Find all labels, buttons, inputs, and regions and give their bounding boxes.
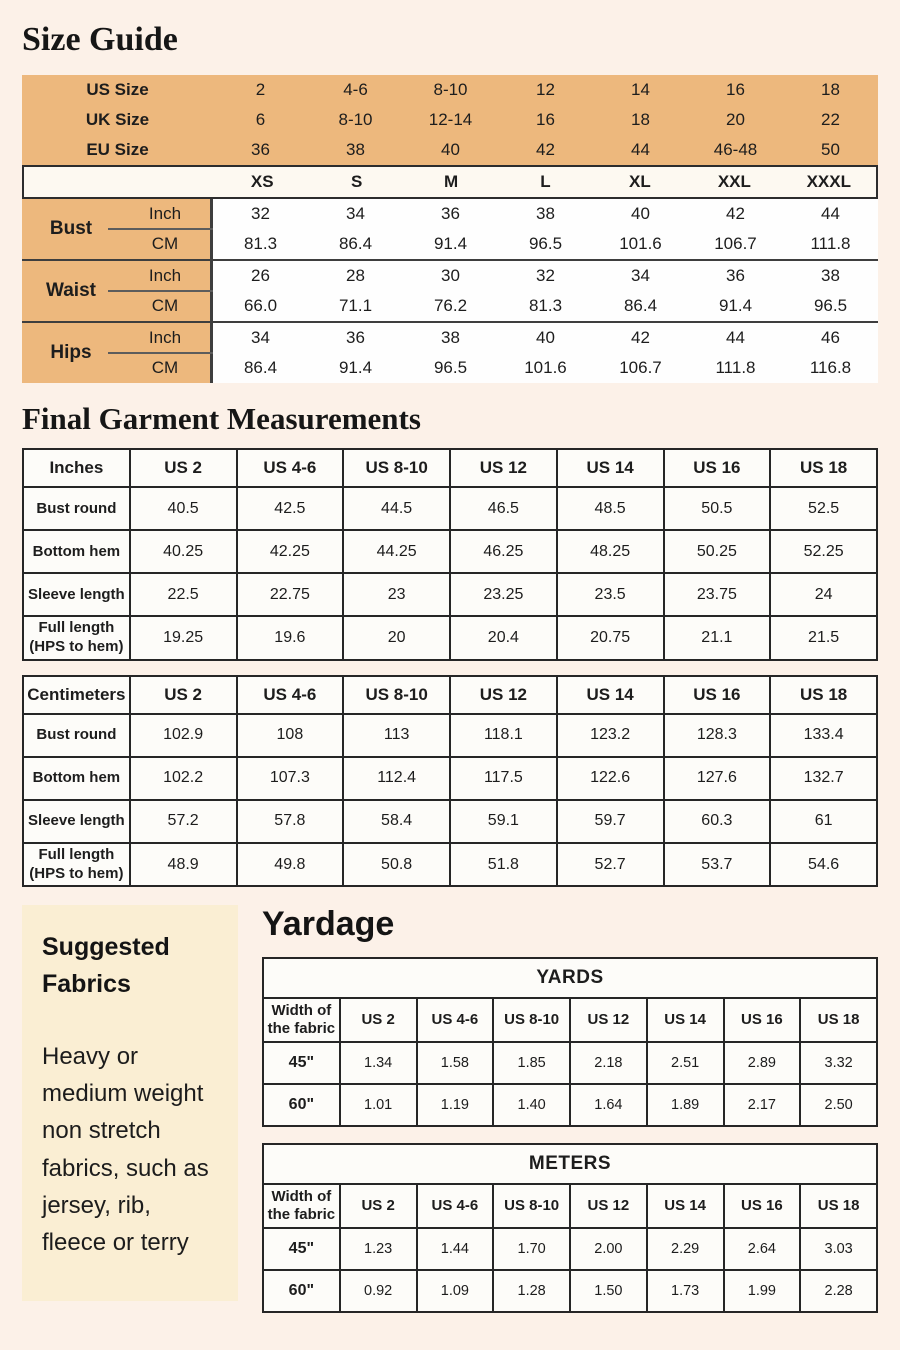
- yardage-size-header: US 12: [570, 998, 647, 1042]
- cm-value: 116.8: [783, 353, 878, 383]
- size-letter: XS: [250, 171, 274, 191]
- garment-value: 102.2: [130, 757, 237, 800]
- garment-table-head: [23, 449, 877, 487]
- inch-value: 36: [308, 323, 403, 353]
- inch-value: 34: [213, 323, 308, 353]
- garment-value: 51.8: [450, 843, 557, 887]
- fabric-width-corner: Width of the fabric: [263, 1184, 340, 1228]
- yardage-size-header: US 8-10: [493, 998, 570, 1042]
- yardage-value: 1.01: [340, 1084, 417, 1126]
- size-chart: [22, 75, 878, 383]
- size-system-label: US Size: [86, 79, 149, 99]
- yardage-value: 1.85: [493, 1042, 570, 1084]
- yardage-title: Yardage: [262, 905, 395, 944]
- yardage-value: 1.19: [417, 1084, 494, 1126]
- yardage-value: 2.17: [724, 1084, 801, 1126]
- inch-value: 30: [403, 261, 498, 291]
- garment-size-header: US 18: [770, 676, 877, 714]
- garment-value: 42.5: [237, 487, 344, 530]
- inch-value: 28: [308, 261, 403, 291]
- size-system-value: 14: [631, 79, 650, 99]
- yardage-table-body: [263, 1228, 877, 1312]
- yardage-value: 1.50: [570, 1270, 647, 1312]
- cm-value: 96.5: [403, 353, 498, 383]
- garment-row: [23, 530, 877, 573]
- garment-size-header: US 18: [770, 449, 877, 487]
- garment-size-header: US 12: [450, 449, 557, 487]
- cm-value: 86.4: [308, 229, 403, 259]
- garment-value: 19.25: [130, 616, 237, 660]
- size-system-value: 46-48: [713, 139, 758, 159]
- fabrics-heading: Suggested Fabrics: [42, 933, 170, 998]
- yardage-size-header: US 18: [800, 998, 877, 1042]
- cm-value: 76.2: [403, 291, 498, 321]
- size-system-label: EU Size: [86, 139, 149, 159]
- unit-label-inch: Inch: [120, 199, 213, 229]
- size-system-value: 8-10: [433, 79, 468, 99]
- inch-value: 36: [688, 261, 783, 291]
- yardage-size-header: US 2: [340, 1184, 417, 1228]
- garment-value: 44.5: [343, 487, 450, 530]
- measurement-name: Waist: [22, 261, 120, 321]
- inch-value: 40: [593, 199, 688, 229]
- garment-table-body: [23, 714, 877, 887]
- garment-row-label: Sleeve length: [23, 573, 130, 616]
- size-letter: XXXL: [806, 171, 851, 191]
- unit-divider-line: [108, 290, 213, 292]
- size-letter: XXL: [717, 171, 751, 191]
- yardage-value: 3.03: [800, 1228, 877, 1270]
- inch-value: 34: [593, 261, 688, 291]
- garment-row-label: Bust round: [23, 487, 130, 530]
- garment-value: 46.25: [450, 530, 557, 573]
- garment-value: 21.5: [770, 616, 877, 660]
- garment-value: 57.2: [130, 800, 237, 843]
- size-letter: XL: [629, 171, 651, 191]
- yardage-size-header: US 16: [724, 1184, 801, 1228]
- unit-label-inch: Inch: [120, 261, 213, 291]
- yardage-size-header: US 14: [647, 1184, 724, 1228]
- garment-table-head: [23, 676, 877, 714]
- cm-value: 111.8: [783, 229, 878, 259]
- garment-size-header: US 14: [557, 449, 664, 487]
- garment-value: 21.1: [664, 616, 771, 660]
- garment-value: 48.25: [557, 530, 664, 573]
- garment-value: 102.9: [130, 714, 237, 757]
- unit-label-cm: CM: [120, 229, 213, 259]
- garment-value: 107.3: [237, 757, 344, 800]
- size-system-value: 12: [536, 79, 555, 99]
- garment-row-label: Full length (HPS to hem): [23, 616, 130, 660]
- yardage-size-header: US 8-10: [493, 1184, 570, 1228]
- garment-value: 54.6: [770, 843, 877, 887]
- yardage-tables-container: [262, 957, 878, 1313]
- unit-label-cm: CM: [120, 353, 213, 383]
- garment-header-row: [23, 449, 877, 487]
- garment-value: 127.6: [664, 757, 771, 800]
- garment-table: [22, 448, 878, 661]
- garment-value: 23: [343, 573, 450, 616]
- yardage-row: [263, 1084, 877, 1126]
- cm-value: 106.7: [593, 353, 688, 383]
- size-letters-row: [22, 165, 878, 199]
- garment-value: 48.5: [557, 487, 664, 530]
- cm-value: 71.1: [308, 291, 403, 321]
- unit-label-cm: CM: [120, 291, 213, 321]
- size-system-label: UK Size: [85, 109, 150, 129]
- garment-value: 112.4: [343, 757, 450, 800]
- garment-table: [22, 675, 878, 888]
- yardage-row: [263, 1270, 877, 1312]
- garment-value: 46.5: [450, 487, 557, 530]
- measurement-group: [22, 259, 878, 321]
- garment-value: 49.8: [237, 843, 344, 887]
- garment-value: 23.75: [664, 573, 771, 616]
- size-system-value: 4-6: [343, 79, 368, 99]
- cm-value: 91.4: [688, 291, 783, 321]
- size-systems-block: [22, 75, 878, 165]
- bottom-section: [22, 905, 878, 1328]
- yardage-value: 2.64: [724, 1228, 801, 1270]
- yardage-value: 1.64: [570, 1084, 647, 1126]
- yardage-row: [263, 1228, 877, 1270]
- garment-value: 19.6: [237, 616, 344, 660]
- measurement-group: [22, 321, 878, 383]
- garment-value: 42.25: [237, 530, 344, 573]
- cm-value: 81.3: [498, 291, 593, 321]
- garment-row: [23, 573, 877, 616]
- garment-value: 40.5: [130, 487, 237, 530]
- fabrics-body-text: Heavy or medium weight non stretch fabrics, such as jersey, rib, fleece or terry: [42, 1042, 209, 1256]
- page-title: Size Guide: [22, 21, 178, 58]
- size-system-value: 18: [821, 79, 840, 99]
- cm-value: 91.4: [403, 229, 498, 259]
- yardage-title-row: [263, 1144, 877, 1184]
- size-system-value: 36: [251, 139, 270, 159]
- yardage-value: 1.23: [340, 1228, 417, 1270]
- fabric-width-label: 45": [263, 1042, 340, 1084]
- cm-value: 91.4: [308, 353, 403, 383]
- fabric-width-label: 60": [263, 1270, 340, 1312]
- garment-value: 61: [770, 800, 877, 843]
- unit-divider-line: [108, 228, 213, 230]
- size-system-value: 6: [255, 109, 266, 129]
- yardage-value: 2.89: [724, 1042, 801, 1084]
- size-letter: S: [350, 171, 363, 191]
- inch-value: 32: [213, 199, 308, 229]
- yardage-value: 2.28: [800, 1270, 877, 1312]
- fabric-width-label: 60": [263, 1084, 340, 1126]
- garment-value: 59.1: [450, 800, 557, 843]
- inch-value: 34: [308, 199, 403, 229]
- fabric-width-corner: Width of the fabric: [263, 998, 340, 1042]
- yardage-value: 1.34: [340, 1042, 417, 1084]
- garment-row-label: Sleeve length: [23, 800, 130, 843]
- garment-row: [23, 843, 877, 887]
- garment-value: 50.8: [343, 843, 450, 887]
- garment-unit-header: Centimeters: [23, 676, 130, 714]
- yardage-value: 2.18: [570, 1042, 647, 1084]
- garment-size-header: US 4-6: [237, 449, 344, 487]
- garment-value: 60.3: [664, 800, 771, 843]
- unit-label-inch: Inch: [120, 323, 213, 353]
- inch-value: 44: [783, 199, 878, 229]
- cm-value: 101.6: [498, 353, 593, 383]
- garment-value: 133.4: [770, 714, 877, 757]
- garment-size-header: US 8-10: [343, 449, 450, 487]
- garment-value: 118.1: [450, 714, 557, 757]
- inch-value: 32: [498, 261, 593, 291]
- garment-value: 22.5: [130, 573, 237, 616]
- size-system-value: 20: [726, 109, 745, 129]
- inch-value: 36: [403, 199, 498, 229]
- yardage-size-header: US 12: [570, 1184, 647, 1228]
- garment-row-label: Full length (HPS to hem): [23, 843, 130, 887]
- size-system-value: 50: [821, 139, 840, 159]
- yardage-value: 1.28: [493, 1270, 570, 1312]
- yardage-table-title: YARDS: [263, 958, 877, 998]
- yardage-header-row: [263, 998, 877, 1042]
- cm-value: 111.8: [688, 353, 783, 383]
- garment-value: 52.7: [557, 843, 664, 887]
- garment-row-label: Bottom hem: [23, 530, 130, 573]
- garment-value: 50.5: [664, 487, 771, 530]
- garment-size-header: US 4-6: [237, 676, 344, 714]
- garment-value: 52.25: [770, 530, 877, 573]
- size-system-value: 42: [536, 139, 555, 159]
- yardage-title-row: [263, 958, 877, 998]
- garment-value: 113: [343, 714, 450, 757]
- yardage-size-header: US 14: [647, 998, 724, 1042]
- garment-row-label: Bottom hem: [23, 757, 130, 800]
- yardage-table: [262, 957, 878, 1127]
- cm-value: 81.3: [213, 229, 308, 259]
- inch-value: 46: [783, 323, 878, 353]
- garment-size-header: US 12: [450, 676, 557, 714]
- garment-row: [23, 800, 877, 843]
- size-system-row: [22, 105, 878, 135]
- yardage-value: 2.50: [800, 1084, 877, 1126]
- cm-value: 106.7: [688, 229, 783, 259]
- garment-row: [23, 714, 877, 757]
- garment-value: 117.5: [450, 757, 557, 800]
- size-letter: L: [540, 171, 551, 191]
- size-system-row: [22, 135, 878, 165]
- garment-section-title: Final Garment Measurements: [22, 400, 421, 436]
- garment-value: 59.7: [557, 800, 664, 843]
- garment-value: 20.75: [557, 616, 664, 660]
- garment-value: 50.25: [664, 530, 771, 573]
- garment-value: 108: [237, 714, 344, 757]
- size-system-value: 18: [631, 109, 650, 129]
- inch-value: 42: [688, 199, 783, 229]
- garment-size-header: US 16: [664, 449, 771, 487]
- measurement-name: Bust: [22, 199, 120, 259]
- yardage-size-header: US 16: [724, 998, 801, 1042]
- yardage-size-header: US 4-6: [417, 1184, 494, 1228]
- garment-value: 23.25: [450, 573, 557, 616]
- garment-row: [23, 757, 877, 800]
- garment-row: [23, 487, 877, 530]
- suggested-fabrics-box: [22, 905, 238, 1301]
- size-system-value: 16: [536, 109, 555, 129]
- yardage-value: 1.99: [724, 1270, 801, 1312]
- garment-value: 52.5: [770, 487, 877, 530]
- cm-value: 96.5: [498, 229, 593, 259]
- cm-value: 86.4: [593, 291, 688, 321]
- garment-row-label: Bust round: [23, 714, 130, 757]
- garment-header-row: [23, 676, 877, 714]
- size-system-value: 2: [255, 79, 266, 99]
- garment-value: 122.6: [557, 757, 664, 800]
- garment-tables-container: [22, 448, 878, 887]
- garment-row: [23, 616, 877, 660]
- inch-value: 26: [213, 261, 308, 291]
- yardage-size-header: US 2: [340, 998, 417, 1042]
- yardage-size-header: US 4-6: [417, 998, 494, 1042]
- yardage-table: [262, 1143, 878, 1313]
- yardage-value: 2.00: [570, 1228, 647, 1270]
- size-system-value: 40: [441, 139, 460, 159]
- yardage-table-title: METERS: [263, 1144, 877, 1184]
- garment-value: 58.4: [343, 800, 450, 843]
- size-letters-corner: [24, 167, 215, 197]
- garment-value: 48.9: [130, 843, 237, 887]
- fabric-width-label: 45": [263, 1228, 340, 1270]
- inch-value: 42: [593, 323, 688, 353]
- measurement-group: [22, 199, 878, 259]
- size-system-value: 22: [821, 109, 840, 129]
- yardage-table-head: [263, 958, 877, 1042]
- yardage-value: 1.73: [647, 1270, 724, 1312]
- cm-value: 86.4: [213, 353, 308, 383]
- garment-value: 128.3: [664, 714, 771, 757]
- yardage-column: [262, 905, 878, 1328]
- size-system-row: [22, 75, 878, 105]
- yardage-value: 2.29: [647, 1228, 724, 1270]
- yardage-value: 3.32: [800, 1042, 877, 1084]
- garment-size-header: US 14: [557, 676, 664, 714]
- garment-value: 132.7: [770, 757, 877, 800]
- garment-value: 123.2: [557, 714, 664, 757]
- garment-value: 40.25: [130, 530, 237, 573]
- body-measurements-block: [22, 199, 878, 383]
- garment-value: 44.25: [343, 530, 450, 573]
- size-system-value: 38: [346, 139, 365, 159]
- inch-value: 38: [403, 323, 498, 353]
- size-system-value: 8-10: [338, 109, 373, 129]
- garment-value: 57.8: [237, 800, 344, 843]
- garment-value: 20.4: [450, 616, 557, 660]
- yardage-row: [263, 1042, 877, 1084]
- garment-value: 53.7: [664, 843, 771, 887]
- yardage-value: 1.09: [417, 1270, 494, 1312]
- yardage-value: 1.89: [647, 1084, 724, 1126]
- garment-value: 24: [770, 573, 877, 616]
- garment-value: 23.5: [557, 573, 664, 616]
- yardage-value: 2.51: [647, 1042, 724, 1084]
- yardage-header-row: [263, 1184, 877, 1228]
- inch-value: 38: [783, 261, 878, 291]
- size-system-value: 44: [631, 139, 650, 159]
- cm-value: 96.5: [783, 291, 878, 321]
- yardage-table-head: [263, 1144, 877, 1228]
- unit-divider-line: [108, 352, 213, 354]
- garment-size-header: US 16: [664, 676, 771, 714]
- measurement-name: Hips: [22, 323, 120, 383]
- garment-value: 20: [343, 616, 450, 660]
- yardage-table-body: [263, 1042, 877, 1126]
- yardage-value: 0.92: [340, 1270, 417, 1312]
- garment-size-header: US 2: [130, 676, 237, 714]
- yardage-value: 1.70: [493, 1228, 570, 1270]
- garment-size-header: US 2: [130, 449, 237, 487]
- garment-value: 22.75: [237, 573, 344, 616]
- garment-size-header: US 8-10: [343, 676, 450, 714]
- inch-value: 44: [688, 323, 783, 353]
- garment-table-body: [23, 487, 877, 660]
- size-system-value: 16: [726, 79, 745, 99]
- cm-value: 101.6: [593, 229, 688, 259]
- size-system-value: 12-14: [428, 109, 473, 129]
- yardage-value: 1.40: [493, 1084, 570, 1126]
- yardage-value: 1.58: [417, 1042, 494, 1084]
- yardage-size-header: US 18: [800, 1184, 877, 1228]
- cm-value: 66.0: [213, 291, 308, 321]
- yardage-value: 1.44: [417, 1228, 494, 1270]
- size-letter: M: [443, 171, 459, 191]
- inch-value: 40: [498, 323, 593, 353]
- inch-value: 38: [498, 199, 593, 229]
- garment-unit-header: Inches: [23, 449, 130, 487]
